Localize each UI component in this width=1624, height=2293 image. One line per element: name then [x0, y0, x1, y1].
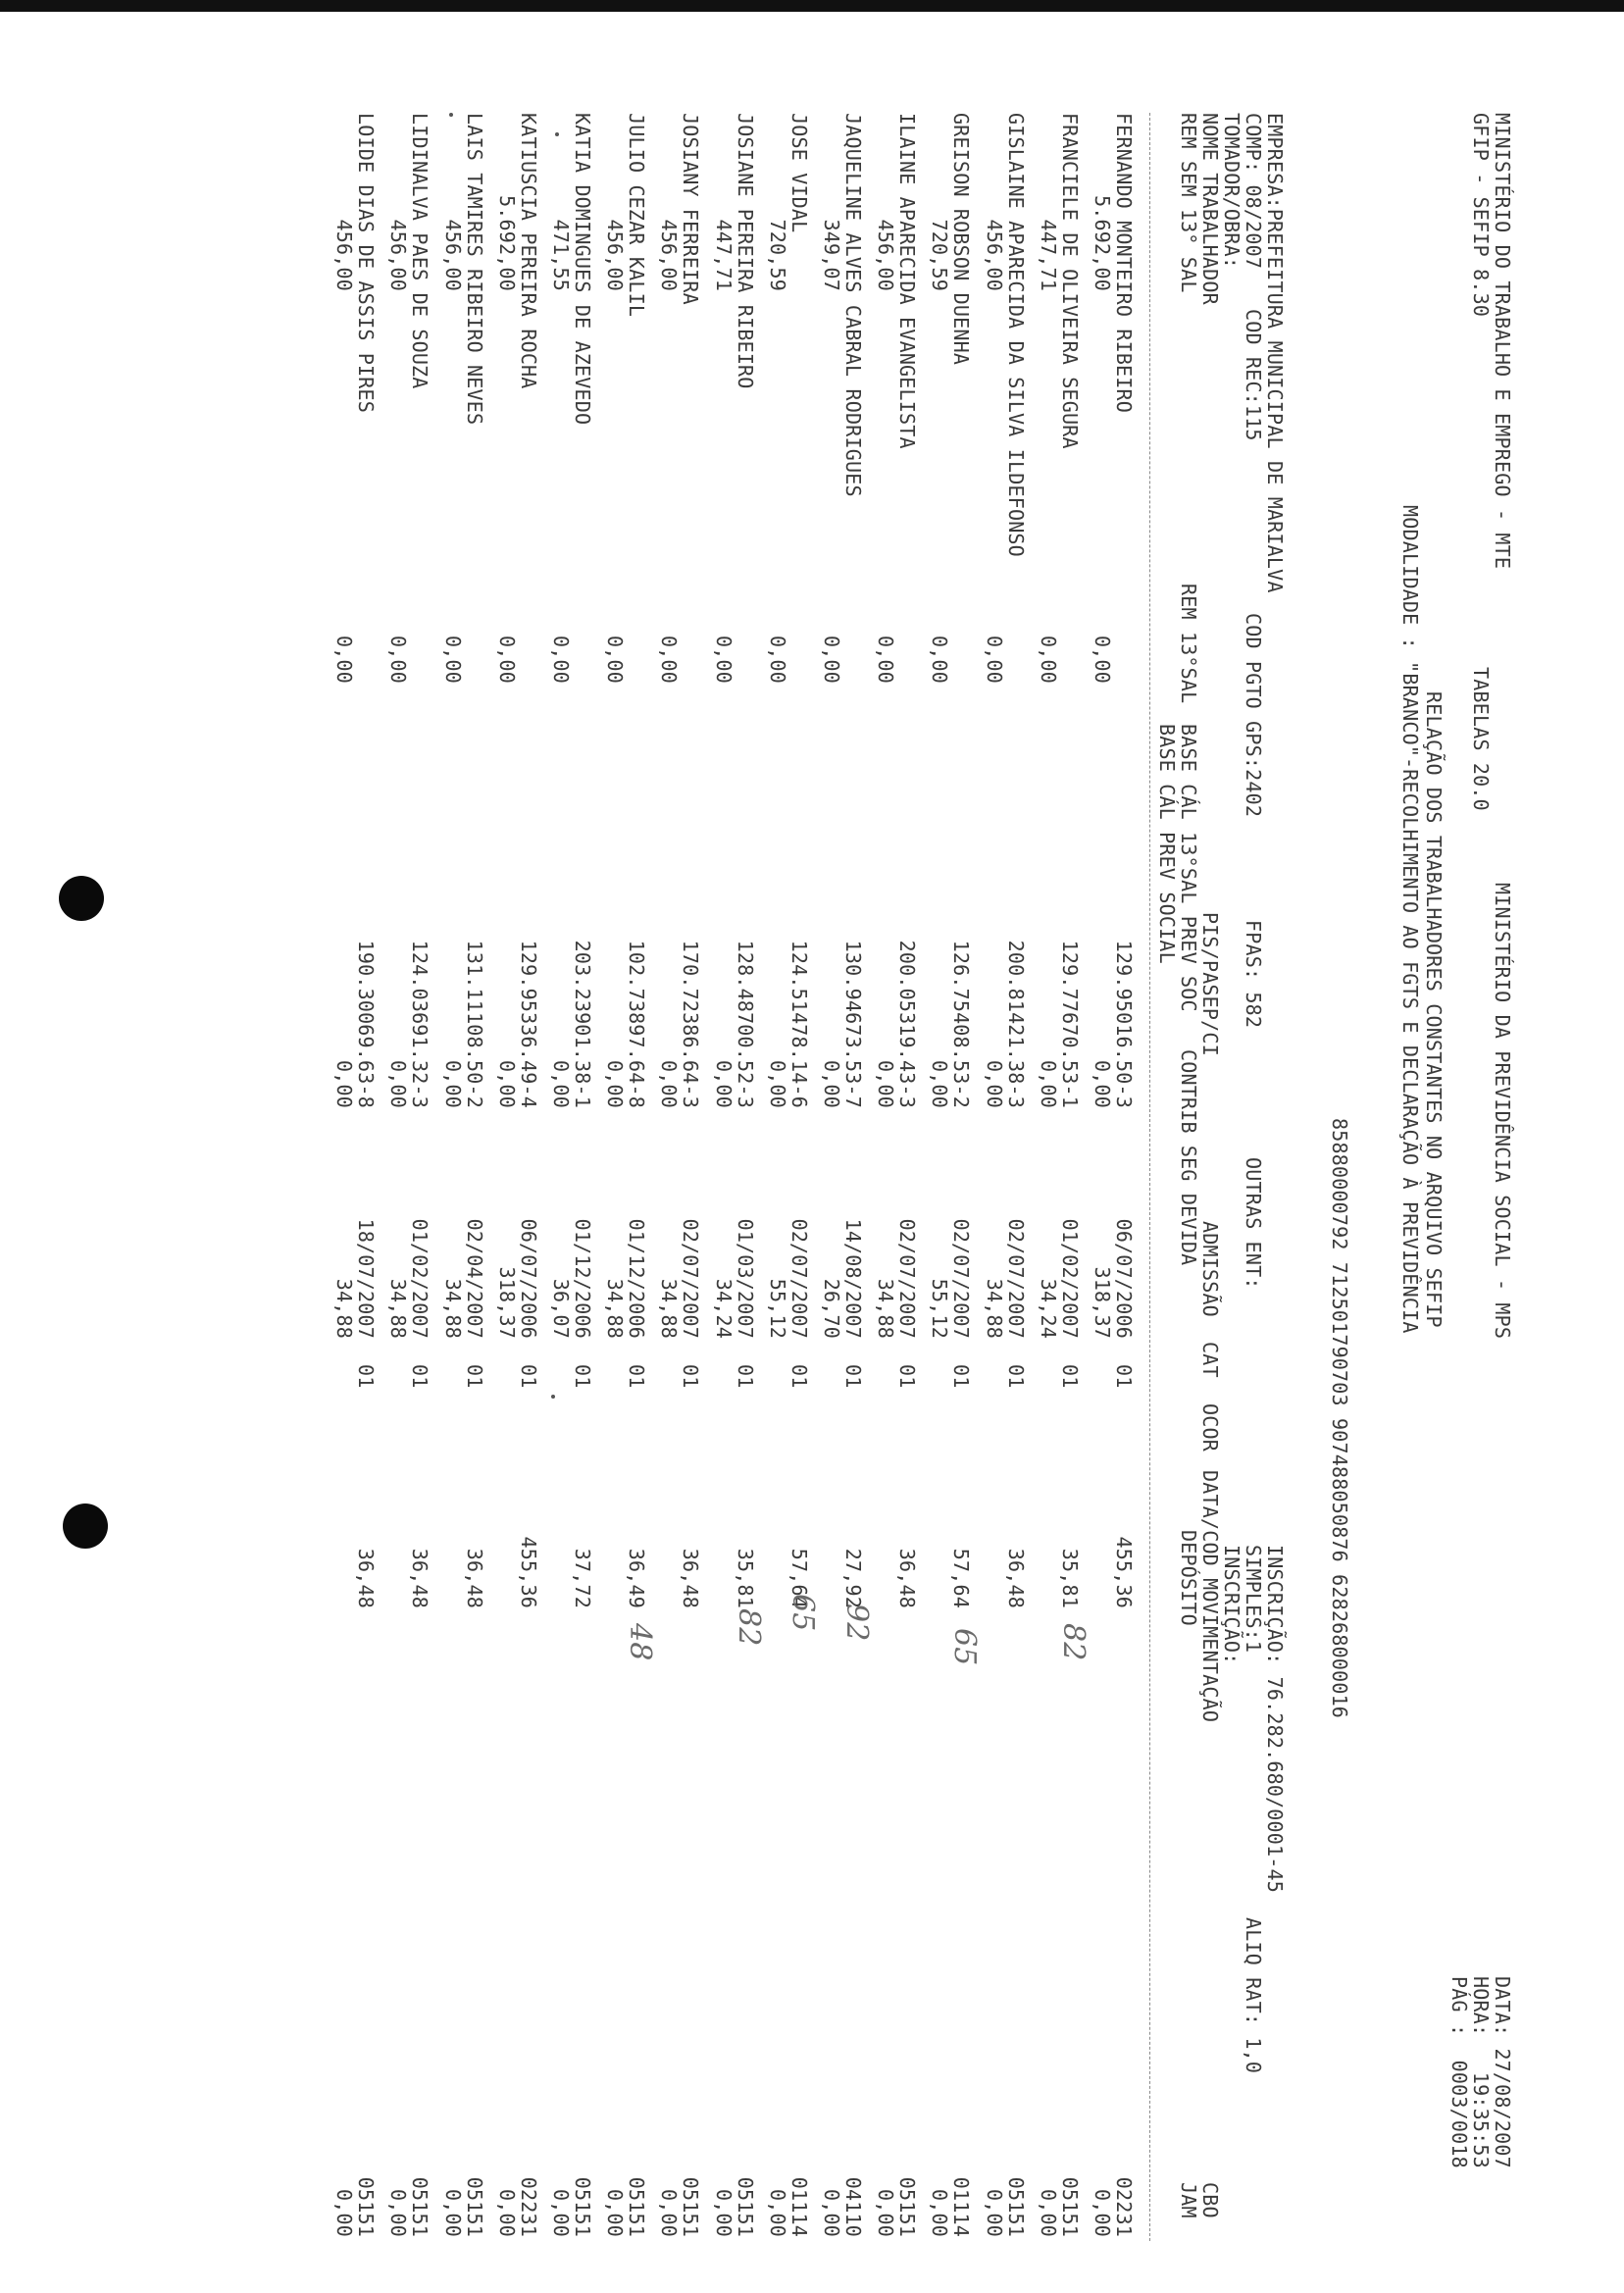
- worker-jam: 0,00: [928, 2189, 952, 2237]
- tomador-inscricao: INSCRIÇÃO:: [1220, 1545, 1243, 1665]
- worker-row: [921, 113, 983, 2241]
- worker-contrib: 318,37: [1091, 1266, 1114, 1339]
- worker-pis: 170.72386.64-3: [679, 940, 703, 1108]
- worker-name: GISLAINE APARECIDA DA SILVA ILDEFONSO: [1003, 113, 1028, 557]
- worker-admissao: 02/07/2007: [949, 1218, 974, 1339]
- worker-row: [1084, 113, 1137, 2241]
- worker-contrib: 55,12: [928, 1278, 952, 1339]
- worker-contrib: 34,88: [657, 1278, 682, 1339]
- outras-ent: OUTRAS ENT:: [1242, 1157, 1265, 1290]
- handwritten-note: 48: [623, 1623, 658, 1661]
- company-name: EMPRESA:PREFEITURA MUNICIPAL DE MARIALVA: [1263, 113, 1287, 593]
- worker-pis: 102.73897.64-8: [625, 940, 649, 1108]
- barcode-digits: 85880000792 71250179070​3 90748805087​6 62826800001​6: [1328, 1118, 1351, 1719]
- handwritten-note: 65: [947, 1628, 983, 1666]
- worker-cat: 01: [841, 1364, 865, 1389]
- worker-rem-13: 0,00: [386, 636, 411, 684]
- report-time: HORA: 19:35:53: [1469, 1976, 1493, 2168]
- worker-pis: 200.81421.38-3: [1003, 940, 1028, 1108]
- worker-pis: 131.11108.50-2: [462, 940, 486, 1108]
- worker-cbo: 05151: [408, 2176, 432, 2237]
- worker-row: [326, 113, 379, 2241]
- worker-deposito: 35,81: [733, 1548, 757, 1608]
- worker-name: FERNANDO MONTEIRO RIBEIRO: [1112, 113, 1136, 414]
- worker-jam: 0,00: [820, 2189, 843, 2237]
- worker-jam: 0,00: [549, 2189, 573, 2237]
- worker-pis: 203.23901.38-1: [571, 940, 594, 1108]
- handwritten-note: 65: [785, 1594, 820, 1632]
- worker-admissao: 18/07/2007: [354, 1218, 379, 1339]
- system-version: GFIP - SEFIP 8.30: [1469, 113, 1493, 318]
- worker-row: [759, 113, 820, 2241]
- worker-admissao: 02/07/2007: [1003, 1218, 1028, 1339]
- worker-row: [488, 113, 541, 2241]
- worker-row: [542, 113, 595, 2241]
- col-cbo: CBO: [1198, 2182, 1222, 2218]
- worker-admissao: 01/12/2006: [625, 1218, 649, 1339]
- cod-rec: COD REC:115: [1242, 309, 1265, 441]
- worker-name: LAIS TAMIRES RIBEIRO NEVES: [462, 113, 486, 426]
- fpas: FPAS: 582: [1242, 920, 1265, 1029]
- worker-jam: 0,00: [1091, 2189, 1114, 2237]
- worker-pis: 129.77670.53-1: [1057, 940, 1082, 1108]
- worker-cat: 01: [571, 1364, 594, 1389]
- worker-rem-13: 0,00: [928, 636, 952, 684]
- worker-admissao: 06/07/2006: [1112, 1218, 1136, 1339]
- worker-base-13: 0,00: [440, 1060, 465, 1108]
- worker-contrib: 34,88: [386, 1278, 411, 1339]
- worker-rem-sem: 447,71: [711, 219, 736, 291]
- worker-rem-13: 0,00: [711, 636, 736, 684]
- worker-name: JOSIANE PEREIRA RIBEIRO: [733, 113, 757, 389]
- worker-contrib: 34,88: [982, 1278, 1006, 1339]
- worker-admissao: 01/02/2007: [1057, 1218, 1082, 1339]
- worker-cbo: 01114: [787, 2176, 811, 2237]
- simples: SIMPLES:1: [1242, 1545, 1265, 1654]
- col-data-cod: DATA/COD MOVIMENTAÇÃO: [1198, 1470, 1222, 1723]
- col-jam: JAM: [1177, 2182, 1200, 2218]
- worker-deposito: 36,48: [462, 1548, 486, 1608]
- worker-deposito: 36,48: [408, 1548, 432, 1608]
- worker-name: LIDINALVA PAES DE SOUZA: [408, 113, 432, 389]
- worker-row: [650, 113, 703, 2241]
- worker-name: JOSIANY FERREIRA: [679, 113, 703, 305]
- worker-jam: 0,00: [711, 2189, 736, 2237]
- worker-rem-13: 0,00: [1036, 636, 1060, 684]
- worker-contrib: 34,24: [1036, 1278, 1060, 1339]
- worker-deposito: 27,92: [841, 1548, 865, 1608]
- worker-base-13: 0,00: [928, 1060, 952, 1108]
- report-date: DATA: 27/08/2007: [1491, 1976, 1514, 2168]
- worker-rem-sem: 456,00: [982, 219, 1006, 291]
- handwritten-note: 92: [839, 1604, 874, 1642]
- punch-hole: [63, 1503, 108, 1549]
- worker-deposito: 36,48: [679, 1548, 703, 1608]
- col-nome: NOME TRABALHADOR: [1198, 113, 1222, 305]
- worker-rem-sem: 447,71: [1036, 219, 1060, 291]
- sefip-report: [123, 113, 1515, 2241]
- worker-rem-sem: 456,00: [386, 219, 411, 291]
- worker-jam: 0,00: [440, 2189, 465, 2237]
- worker-pis: 200.05319.43-3: [895, 940, 920, 1108]
- worker-base-13: 0,00: [820, 1060, 843, 1108]
- worker-cbo: 05151: [733, 2176, 757, 2237]
- worker-contrib: 34,88: [332, 1278, 357, 1339]
- worker-admissao: 02/07/2007: [679, 1218, 703, 1339]
- worker-rem-13: 0,00: [494, 636, 519, 684]
- worker-cat: 01: [462, 1364, 486, 1389]
- worker-cbo: 05151: [895, 2176, 920, 2237]
- worker-jam: 0,00: [1036, 2189, 1060, 2237]
- worker-row: [813, 113, 874, 2241]
- worker-cat: 01: [949, 1364, 974, 1389]
- worker-deposito: 36,49: [625, 1548, 649, 1608]
- worker-base-13: 0,00: [982, 1060, 1006, 1108]
- worker-contrib: 26,70: [820, 1278, 843, 1339]
- worker-cat: 01: [895, 1364, 920, 1389]
- col-base-prev: BASE CÁL PREV SOCIAL: [1155, 724, 1179, 964]
- worker-rem-13: 0,00: [765, 636, 789, 684]
- worker-admissao: 02/07/2007: [787, 1218, 811, 1339]
- worker-row: [976, 113, 1029, 2241]
- worker-rem-sem: 5.692,00: [1091, 195, 1114, 291]
- competence: COMP: 08/2007: [1242, 113, 1265, 270]
- ministry-left: MINISTÉRIO DO TRABALHO E EMPREGO - MTE: [1491, 113, 1514, 570]
- worker-name: JOSE VIDAL: [787, 113, 811, 233]
- worker-cbo: 05151: [354, 2176, 379, 2237]
- worker-contrib: 34,24: [711, 1278, 736, 1339]
- worker-cat: 01: [679, 1364, 703, 1389]
- report-title: RELAÇÃO DOS TRABALHADORES CONSTANTES NO ARQUIVO SEFIP: [1422, 691, 1446, 1328]
- worker-pis: 128.48700.52-3: [733, 940, 757, 1108]
- worker-contrib: 34,88: [874, 1278, 898, 1339]
- page-number: PÁG : 0003/0018: [1447, 1976, 1471, 2168]
- worker-jam: 0,00: [386, 2189, 411, 2237]
- worker-cat: 01: [1112, 1364, 1136, 1389]
- worker-admissao: 01/03/2007: [733, 1218, 757, 1339]
- worker-name: JULIO CEZAR KALIL: [625, 113, 649, 318]
- worker-rem-13: 0,00: [332, 636, 357, 684]
- worker-name: ILAINE APARECIDA EVANGELISTA: [895, 113, 920, 449]
- handwritten-note: 82: [1055, 1623, 1091, 1661]
- worker-cbo: 05151: [571, 2176, 594, 2237]
- worker-rem-sem: 720,59: [928, 219, 952, 291]
- worker-pis: 124.51478.14-6: [787, 940, 811, 1108]
- worker-row: [705, 113, 766, 2241]
- worker-rem-13: 0,00: [982, 636, 1006, 684]
- worker-deposito: 455,36: [516, 1536, 540, 1608]
- worker-cbo: 01114: [949, 2176, 974, 2237]
- worker-rem-sem: 456,00: [603, 219, 628, 291]
- worker-cbo: 05151: [462, 2176, 486, 2237]
- worker-cbo: 02231: [516, 2176, 540, 2237]
- worker-rem-13: 0,00: [657, 636, 682, 684]
- worker-base-13: 0,00: [711, 1060, 736, 1108]
- worker-admissao: 06/07/2006: [516, 1218, 540, 1339]
- col-base-13: BASE CÁL 13°SAL PREV SOC: [1177, 724, 1200, 1012]
- worker-pis: 129.95336.49-4: [516, 940, 540, 1108]
- tables-version: TABELAS 20.0: [1469, 667, 1493, 811]
- worker-admissao: 01/02/2007: [408, 1218, 432, 1339]
- worker-jam: 0,00: [765, 2189, 789, 2237]
- worker-cat: 01: [1003, 1364, 1028, 1389]
- worker-row: [380, 113, 432, 2241]
- worker-cbo: 02231: [1112, 2176, 1136, 2237]
- ministry-right: MINISTÉRIO DA PREVIDÊNCIA SOCIAL - MPS: [1491, 883, 1514, 1340]
- worker-contrib: 36,07: [549, 1278, 573, 1339]
- worker-admissao: 14/08/2007: [841, 1218, 865, 1339]
- worker-rem-13: 0,00: [874, 636, 898, 684]
- worker-cbo: 05151: [1057, 2176, 1082, 2237]
- worker-contrib: 34,88: [440, 1278, 465, 1339]
- worker-deposito: 35,81: [1057, 1548, 1082, 1608]
- worker-jam: 0,00: [874, 2189, 898, 2237]
- worker-rem-sem: 456,00: [440, 219, 465, 291]
- worker-name: KATIUSCIA PEREIRA ROCHA: [516, 113, 540, 389]
- worker-admissao: 02/07/2007: [895, 1218, 920, 1339]
- worker-cat: 01: [1057, 1364, 1082, 1389]
- worker-cat: 01: [733, 1364, 757, 1389]
- col-deposito: DEPÓSITO: [1177, 1530, 1200, 1626]
- col-rem-sem: REM SEM 13° SAL: [1177, 113, 1200, 293]
- worker-jam: 0,00: [494, 2189, 519, 2237]
- cod-pgto-gps: COD PGTO GPS:2402: [1242, 613, 1265, 818]
- tomador-obra: TOMADOR/OBRA:: [1220, 113, 1243, 270]
- worker-row: [867, 113, 920, 2241]
- worker-name: LOIDE DIAS DE ASSIS PIRES: [354, 113, 379, 414]
- worker-base-13: 0,00: [332, 1060, 357, 1108]
- worker-base-13: 0,00: [874, 1060, 898, 1108]
- company-inscricao: INSCRIÇÃO: 76.282.680/0001-45: [1263, 1545, 1287, 1893]
- worker-rem-13: 0,00: [440, 636, 465, 684]
- worker-cat: 01: [354, 1364, 379, 1389]
- worker-deposito: 36,48: [354, 1548, 379, 1608]
- worker-rem-sem: 5.692,00: [494, 195, 519, 291]
- worker-rem-sem: 456,00: [332, 219, 357, 291]
- worker-rem-13: 0,00: [820, 636, 843, 684]
- worker-base-13: 0,00: [1036, 1060, 1060, 1108]
- worker-base-13: 0,00: [657, 1060, 682, 1108]
- worker-deposito: 36,48: [895, 1548, 920, 1608]
- worker-contrib: 55,12: [765, 1278, 789, 1339]
- scan-top-edge: [0, 0, 1624, 12]
- worker-base-13: 0,00: [603, 1060, 628, 1108]
- handwritten-note: 82: [731, 1608, 766, 1647]
- modality: MODALIDADE : "BRANCO"-RECOLHIMENTO AO FGTS E DECLARAÇÃO À PREVIDÊNCIA: [1398, 505, 1422, 1334]
- worker-deposito: 37,72: [571, 1548, 594, 1608]
- worker-contrib: 318,37: [494, 1266, 519, 1339]
- worker-name: JAQUELINE ALVES CABRAL RODRIGUES: [841, 113, 865, 497]
- worker-rem-13: 0,00: [549, 636, 573, 684]
- worker-cat: 01: [787, 1364, 811, 1389]
- worker-name: KATIA DOMINGUES DE AZEVEDO: [571, 113, 594, 426]
- worker-jam: 0,00: [982, 2189, 1006, 2237]
- worker-cbo: 04110: [841, 2176, 865, 2237]
- worker-cbo: 05151: [679, 2176, 703, 2237]
- worker-cbo: 05151: [1003, 2176, 1028, 2237]
- col-contrib: CONTRIB SEG DEVIDA: [1177, 1049, 1200, 1266]
- worker-pis: 130.94673.53-7: [841, 940, 865, 1108]
- worker-cat: 01: [516, 1364, 540, 1389]
- worker-contrib: 34,88: [603, 1278, 628, 1339]
- worker-cbo: 05151: [625, 2176, 649, 2237]
- worker-jam: 0,00: [657, 2189, 682, 2237]
- worker-rem-13: 0,00: [603, 636, 628, 684]
- aliq-rat: ALIQ RAT: 1,0: [1242, 1917, 1265, 2074]
- worker-jam: 0,00: [603, 2189, 628, 2237]
- worker-row: [596, 113, 658, 2241]
- col-admissao: ADMISSÃO: [1198, 1221, 1222, 1317]
- header-rule: [1149, 113, 1150, 2241]
- worker-base-13: 0,00: [549, 1060, 573, 1108]
- worker-deposito: 57,64: [787, 1548, 811, 1608]
- worker-admissao: 01/12/2006: [571, 1218, 594, 1339]
- worker-cat: 01: [408, 1364, 432, 1389]
- punch-hole: [59, 876, 104, 921]
- worker-name: FRANCIELE DE OLIVEIRA SEGURA: [1057, 113, 1082, 449]
- worker-deposito: 36,48: [1003, 1548, 1028, 1608]
- worker-pis: 190.30069.63-8: [354, 940, 379, 1108]
- worker-pis: 126.75408.53-2: [949, 940, 974, 1108]
- worker-base-13: 0,00: [1091, 1060, 1114, 1108]
- worker-rem-sem: 471,55: [549, 219, 573, 291]
- col-pis: PIS/PASEP/CI: [1198, 912, 1222, 1056]
- worker-rem-13: 0,00: [1091, 636, 1114, 684]
- worker-cat: 01: [625, 1364, 649, 1389]
- worker-rem-sem: 456,00: [874, 219, 898, 291]
- col-rem-13: REM 13°SAL: [1177, 584, 1200, 704]
- worker-pis: 129.95016.50-3: [1112, 940, 1136, 1108]
- worker-deposito: 455,36: [1112, 1536, 1136, 1608]
- worker-name: GREISON ROBSON DUENHA: [949, 113, 974, 366]
- worker-base-13: 0,00: [386, 1060, 411, 1108]
- worker-pis: 124.03691.32-3: [408, 940, 432, 1108]
- worker-rem-sem: 456,00: [657, 219, 682, 291]
- col-ocor: OCOR: [1198, 1403, 1222, 1452]
- worker-rem-sem: 720,59: [765, 219, 789, 291]
- col-cat: CAT: [1198, 1342, 1222, 1378]
- worker-base-13: 0,00: [765, 1060, 789, 1108]
- worker-admissao: 02/04/2007: [462, 1218, 486, 1339]
- worker-row: [434, 113, 487, 2241]
- worker-jam: 0,00: [332, 2189, 357, 2237]
- worker-rem-sem: 349,07: [820, 219, 843, 291]
- worker-row: [1030, 113, 1091, 2241]
- worker-deposito: 57,64: [949, 1548, 974, 1608]
- worker-base-13: 0,00: [494, 1060, 519, 1108]
